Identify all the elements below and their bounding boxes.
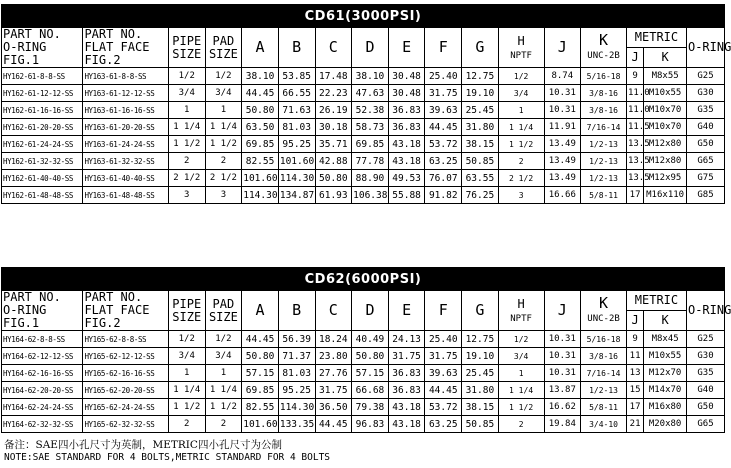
- cell-metric-j: 13.5: [626, 153, 643, 170]
- cell-f: 91.82: [425, 187, 462, 204]
- cell-metric-j: 13: [626, 365, 643, 382]
- cell-g: 12.75: [462, 68, 499, 85]
- cell-j: 13.49: [544, 136, 581, 153]
- cell-k-unc: 3/8-16: [581, 102, 627, 119]
- cell-pad-size: 2: [205, 153, 242, 170]
- cell-part-no-flat-face: HY165-62-8-8-SS: [83, 331, 169, 348]
- cell-pad-size: 3/4: [205, 348, 242, 365]
- table-row: [2, 331, 725, 348]
- cell-a: 50.80: [242, 348, 279, 365]
- cell-oring: G65: [686, 153, 724, 170]
- cell-g: 63.55: [462, 170, 499, 187]
- cell-part-no-flat-face: HY165-62-20-20-SS: [83, 382, 169, 399]
- cell-oring: G65: [686, 416, 724, 433]
- header-metric-k: K: [644, 48, 687, 68]
- cell-e: 36.83: [388, 365, 425, 382]
- cell-c: 35.71: [315, 136, 352, 153]
- table-row: [2, 416, 725, 433]
- cell-e: 43.18: [388, 136, 425, 153]
- cell-part-no-flat-face: HY163-61-16-16-SS: [83, 102, 169, 119]
- cell-b: 95.25: [278, 136, 315, 153]
- cell-pipe-size: 1 1/4: [168, 119, 205, 136]
- cell-metric-j: 17: [626, 399, 643, 416]
- cd62-body: [2, 331, 725, 433]
- header-part-no-oring: PART NO. O-RING FIG.1: [2, 291, 83, 331]
- cell-c: 27.76: [315, 365, 352, 382]
- cell-pad-size: 2 1/2: [205, 170, 242, 187]
- header-b: B: [278, 28, 315, 68]
- cell-a: 44.45: [242, 331, 279, 348]
- header-pad-size: PAD SIZE: [205, 28, 242, 68]
- cell-pad-size: 1: [205, 102, 242, 119]
- cell-j: 16.62: [544, 399, 581, 416]
- cell-f: 31.75: [425, 85, 462, 102]
- header-oring: O-RING: [686, 291, 724, 331]
- table-row: [2, 382, 725, 399]
- cd61-body: [2, 68, 725, 204]
- header-b: B: [278, 291, 315, 331]
- cell-pad-size: 1 1/2: [205, 136, 242, 153]
- cell-pad-size: 1 1/4: [205, 119, 242, 136]
- cell-pipe-size: 1 1/2: [168, 136, 205, 153]
- cell-pipe-size: 1: [168, 102, 205, 119]
- cell-g: 50.85: [462, 153, 499, 170]
- cell-g: 38.15: [462, 399, 499, 416]
- cell-pipe-size: 2: [168, 416, 205, 433]
- cell-b: 101.60: [278, 153, 315, 170]
- cell-c: 44.45: [315, 416, 352, 433]
- cell-pipe-size: 1 1/2: [168, 399, 205, 416]
- cell-pipe-size: 1 1/4: [168, 382, 205, 399]
- cell-g: 19.10: [462, 85, 499, 102]
- cell-c: 36.50: [315, 399, 352, 416]
- cell-d: 40.49: [352, 331, 389, 348]
- cell-a: 50.80: [242, 102, 279, 119]
- cell-part-no-oring: HY162-61-16-16-SS: [2, 102, 83, 119]
- header-a: A: [242, 28, 279, 68]
- note-chinese: 备注：SAE四小孔尺寸为英制，METRIC四小孔尺寸为公制: [4, 439, 282, 451]
- cell-k-unc: 5/16-18: [581, 68, 627, 85]
- cell-oring: G30: [686, 348, 724, 365]
- cell-g: 25.45: [462, 102, 499, 119]
- cell-part-no-flat-face: HY165-62-24-24-SS: [83, 399, 169, 416]
- header-c: C: [315, 28, 352, 68]
- cd61-table: [1, 4, 731, 204]
- cell-e: 43.18: [388, 153, 425, 170]
- cell-j: 16.66: [544, 187, 581, 204]
- cell-d: 47.63: [352, 85, 389, 102]
- cell-d: 88.90: [352, 170, 389, 187]
- cell-part-no-oring: HY162-61-12-12-SS: [2, 85, 83, 102]
- cell-h-nptf: 1: [498, 102, 544, 119]
- cell-j: 13.87: [544, 382, 581, 399]
- table-row: [2, 348, 725, 365]
- cell-e: 49.53: [388, 170, 425, 187]
- header-a: A: [242, 291, 279, 331]
- cell-k-unc: 1/2-13: [581, 170, 627, 187]
- cell-c: 30.18: [315, 119, 352, 136]
- cell-metric-k: M16x110: [644, 187, 687, 204]
- cell-a: 82.55: [242, 399, 279, 416]
- cell-b: 114.30: [278, 170, 315, 187]
- cell-a: 38.10: [242, 68, 279, 85]
- cell-j: 11.91: [544, 119, 581, 136]
- cell-h-nptf: 1 1/2: [498, 136, 544, 153]
- cell-a: 114.30: [242, 187, 279, 204]
- cell-a: 101.60: [242, 170, 279, 187]
- cell-part-no-oring: HY164-62-20-20-SS: [2, 382, 83, 399]
- cell-oring: G30: [686, 85, 724, 102]
- cell-j: 19.84: [544, 416, 581, 433]
- cell-part-no-oring: HY164-62-16-16-SS: [2, 365, 83, 382]
- cell-a: 101.60: [242, 416, 279, 433]
- cell-f: 31.75: [425, 348, 462, 365]
- cell-oring: G40: [686, 382, 724, 399]
- cell-part-no-flat-face: HY163-61-40-40-SS: [83, 170, 169, 187]
- cell-c: 61.93: [315, 187, 352, 204]
- cell-e: 30.48: [388, 68, 425, 85]
- table-row: [2, 187, 725, 204]
- header-part-no-oring: PART NO. O-RING FIG.1: [2, 28, 83, 68]
- cell-part-no-oring: HY164-62-24-24-SS: [2, 399, 83, 416]
- cell-part-no-flat-face: HY163-61-24-24-SS: [83, 136, 169, 153]
- header-g: G: [462, 291, 499, 331]
- cell-f: 44.45: [425, 382, 462, 399]
- cell-k-unc: 3/8-16: [581, 85, 627, 102]
- cell-d: 79.38: [352, 399, 389, 416]
- cell-b: 134.87: [278, 187, 315, 204]
- cell-metric-k: M12x70: [644, 365, 687, 382]
- cell-metric-k: M12x80: [644, 136, 687, 153]
- cell-a: 82.55: [242, 153, 279, 170]
- cell-pad-size: 1 1/4: [205, 382, 242, 399]
- cell-a: 57.15: [242, 365, 279, 382]
- cell-k-unc: 5/8-11: [581, 187, 627, 204]
- header-d: D: [352, 291, 389, 331]
- header-f: F: [425, 28, 462, 68]
- cell-e: 43.18: [388, 416, 425, 433]
- cell-pad-size: 2: [205, 416, 242, 433]
- cell-a: 69.85: [242, 382, 279, 399]
- cell-j: 10.31: [544, 85, 581, 102]
- header-j: J: [544, 291, 581, 331]
- cell-j: 10.31: [544, 348, 581, 365]
- cell-metric-k: M20x80: [644, 416, 687, 433]
- cell-g: 38.15: [462, 136, 499, 153]
- cell-metric-k: M10x70: [644, 102, 687, 119]
- cell-metric-j: 21: [626, 416, 643, 433]
- cell-metric-k: M10x70: [644, 119, 687, 136]
- cell-b: 56.39: [278, 331, 315, 348]
- cell-part-no-oring: HY162-61-20-20-SS: [2, 119, 83, 136]
- header-oring: O-RING: [686, 28, 724, 68]
- cell-h-nptf: 1/2: [498, 331, 544, 348]
- cell-c: 42.88: [315, 153, 352, 170]
- cell-pad-size: 1: [205, 365, 242, 382]
- cell-f: 44.45: [425, 119, 462, 136]
- cell-part-no-flat-face: HY163-61-32-32-SS: [83, 153, 169, 170]
- cell-d: 106.38: [352, 187, 389, 204]
- cell-b: 71.63: [278, 102, 315, 119]
- table-row: [2, 102, 725, 119]
- table-row: [2, 399, 725, 416]
- cell-h-nptf: 1 1/2: [498, 399, 544, 416]
- header-c: C: [315, 291, 352, 331]
- header-h-nptf: H NPTF: [498, 28, 544, 68]
- cell-e: 36.83: [388, 102, 425, 119]
- cell-e: 36.83: [388, 119, 425, 136]
- cell-pipe-size: 3: [168, 187, 205, 204]
- cell-b: 66.55: [278, 85, 315, 102]
- cell-part-no-flat-face: HY163-61-48-48-SS: [83, 187, 169, 204]
- cd61-header-row: [2, 28, 725, 48]
- cell-metric-k: M16x80: [644, 399, 687, 416]
- cell-e: 30.48: [388, 85, 425, 102]
- table-row: [2, 119, 725, 136]
- header-g: G: [462, 28, 499, 68]
- header-k-unc: K UNC-2B: [581, 291, 627, 331]
- cell-part-no-oring: HY162-61-32-32-SS: [2, 153, 83, 170]
- cell-f: 25.40: [425, 68, 462, 85]
- cell-b: 114.30: [278, 399, 315, 416]
- cell-c: 17.48: [315, 68, 352, 85]
- cell-metric-k: M10x55: [644, 85, 687, 102]
- cell-f: 63.25: [425, 153, 462, 170]
- cell-oring: G35: [686, 102, 724, 119]
- cell-part-no-flat-face: HY163-61-12-12-SS: [83, 85, 169, 102]
- cell-metric-j: 11.0: [626, 85, 643, 102]
- table-row: [2, 365, 725, 382]
- cell-j: 13.49: [544, 153, 581, 170]
- header-f: F: [425, 291, 462, 331]
- cell-b: 95.25: [278, 382, 315, 399]
- cell-g: 31.80: [462, 382, 499, 399]
- cell-metric-k: M10x55: [644, 348, 687, 365]
- cell-oring: G25: [686, 331, 724, 348]
- cell-metric-k: M8x55: [644, 68, 687, 85]
- cell-metric-j: 11.5: [626, 119, 643, 136]
- header-j: J: [544, 28, 581, 68]
- cd62-title: CD62(6000PSI): [2, 268, 725, 291]
- cell-part-no-oring: HY162-61-48-48-SS: [2, 187, 83, 204]
- cell-metric-j: 11: [626, 348, 643, 365]
- table-row: [2, 136, 725, 153]
- cell-oring: G75: [686, 170, 724, 187]
- cell-h-nptf: 2: [498, 153, 544, 170]
- cell-e: 36.83: [388, 382, 425, 399]
- cell-part-no-oring: HY162-61-24-24-SS: [2, 136, 83, 153]
- cell-oring: G35: [686, 365, 724, 382]
- cell-pipe-size: 2 1/2: [168, 170, 205, 187]
- cell-oring: G85: [686, 187, 724, 204]
- table-row: [2, 170, 725, 187]
- cell-g: 31.80: [462, 119, 499, 136]
- cell-pad-size: 1 1/2: [205, 399, 242, 416]
- cell-metric-k: M12x80: [644, 153, 687, 170]
- cell-pipe-size: 1: [168, 365, 205, 382]
- cell-e: 43.18: [388, 399, 425, 416]
- cell-pad-size: 3/4: [205, 85, 242, 102]
- cell-e: 24.13: [388, 331, 425, 348]
- cell-oring: G50: [686, 399, 724, 416]
- cell-a: 44.45: [242, 85, 279, 102]
- cell-pipe-size: 1/2: [168, 68, 205, 85]
- cell-d: 96.83: [352, 416, 389, 433]
- header-d: D: [352, 28, 389, 68]
- cell-metric-j: 13.5: [626, 170, 643, 187]
- cell-b: 71.37: [278, 348, 315, 365]
- cell-g: 25.45: [462, 365, 499, 382]
- cell-metric-j: 9: [626, 331, 643, 348]
- cell-d: 57.15: [352, 365, 389, 382]
- cell-pipe-size: 1/2: [168, 331, 205, 348]
- header-h-nptf: H NPTF: [498, 291, 544, 331]
- cell-part-no-flat-face: HY163-61-8-8-SS: [83, 68, 169, 85]
- header-metric-j: J: [626, 48, 643, 68]
- cell-k-unc: 5/16-18: [581, 331, 627, 348]
- cell-c: 26.19: [315, 102, 352, 119]
- header-metric: METRIC: [626, 291, 686, 311]
- cell-k-unc: 1/2-13: [581, 136, 627, 153]
- cell-c: 31.75: [315, 382, 352, 399]
- cell-pipe-size: 3/4: [168, 348, 205, 365]
- cell-g: 50.85: [462, 416, 499, 433]
- table-row: [2, 153, 725, 170]
- cell-h-nptf: 1 1/4: [498, 119, 544, 136]
- header-part-no-flat-face: PART NO. FLAT FACE FIG.2: [83, 28, 169, 68]
- note-english: NOTE:SAE STANDARD FOR 4 BOLTS,METRIC STANDARD FOR 4 BOLTS: [4, 452, 331, 463]
- header-pipe-size: PIPE SIZE: [168, 291, 205, 331]
- cell-d: 50.80: [352, 348, 389, 365]
- cell-j: 10.31: [544, 365, 581, 382]
- cell-k-unc: 1/2-13: [581, 153, 627, 170]
- cell-metric-j: 13.5: [626, 136, 643, 153]
- cell-e: 55.88: [388, 187, 425, 204]
- cell-c: 22.23: [315, 85, 352, 102]
- cell-f: 76.07: [425, 170, 462, 187]
- cell-d: 66.68: [352, 382, 389, 399]
- cell-part-no-flat-face: HY165-62-16-16-SS: [83, 365, 169, 382]
- cell-pad-size: 1/2: [205, 331, 242, 348]
- cell-pipe-size: 3/4: [168, 85, 205, 102]
- cell-f: 63.25: [425, 416, 462, 433]
- cell-k-unc: 7/16-14: [581, 365, 627, 382]
- cell-c: 23.80: [315, 348, 352, 365]
- cell-k-unc: 3/4-10: [581, 416, 627, 433]
- cell-oring: G25: [686, 68, 724, 85]
- cell-k-unc: 7/16-14: [581, 119, 627, 136]
- cell-metric-k: M12x95: [644, 170, 687, 187]
- cd62-table: [1, 267, 731, 433]
- cell-pipe-size: 2: [168, 153, 205, 170]
- cell-metric-j: 9: [626, 68, 643, 85]
- cell-d: 58.73: [352, 119, 389, 136]
- cell-h-nptf: 1/2: [498, 68, 544, 85]
- cell-c: 18.24: [315, 331, 352, 348]
- cell-b: 133.35: [278, 416, 315, 433]
- cell-pad-size: 1/2: [205, 68, 242, 85]
- cell-metric-j: 15: [626, 382, 643, 399]
- header-part-no-flat-face: PART NO. FLAT FACE FIG.2: [83, 291, 169, 331]
- cell-h-nptf: 3/4: [498, 85, 544, 102]
- cell-h-nptf: 2 1/2: [498, 170, 544, 187]
- cell-h-nptf: 1: [498, 365, 544, 382]
- cell-metric-k: M8x45: [644, 331, 687, 348]
- cell-k-unc: 1/2-13: [581, 382, 627, 399]
- cell-j: 8.74: [544, 68, 581, 85]
- header-metric-j: J: [626, 311, 643, 331]
- cell-h-nptf: 3: [498, 187, 544, 204]
- cell-pad-size: 3: [205, 187, 242, 204]
- cell-part-no-oring: HY162-61-40-40-SS: [2, 170, 83, 187]
- cell-d: 77.78: [352, 153, 389, 170]
- cell-a: 63.50: [242, 119, 279, 136]
- cell-c: 50.80: [315, 170, 352, 187]
- cell-d: 52.38: [352, 102, 389, 119]
- cell-a: 69.85: [242, 136, 279, 153]
- cell-part-no-flat-face: HY165-62-12-12-SS: [83, 348, 169, 365]
- cd62-header-row: [2, 291, 725, 311]
- header-k-unc: K UNC-2B: [581, 28, 627, 68]
- cell-d: 38.10: [352, 68, 389, 85]
- header-e: E: [388, 291, 425, 331]
- cell-f: 53.72: [425, 399, 462, 416]
- cell-j: 13.49: [544, 170, 581, 187]
- cell-f: 39.63: [425, 102, 462, 119]
- cell-part-no-oring: HY164-62-12-12-SS: [2, 348, 83, 365]
- cell-part-no-oring: HY164-62-8-8-SS: [2, 331, 83, 348]
- cell-b: 53.85: [278, 68, 315, 85]
- cell-metric-j: 17: [626, 187, 643, 204]
- cd61-title: CD61(3000PSI): [2, 5, 725, 28]
- cell-metric-j: 11.0: [626, 102, 643, 119]
- cell-j: 10.31: [544, 331, 581, 348]
- cell-b: 81.03: [278, 119, 315, 136]
- cell-g: 12.75: [462, 331, 499, 348]
- cell-k-unc: 5/8-11: [581, 399, 627, 416]
- cell-part-no-flat-face: HY163-61-20-20-SS: [83, 119, 169, 136]
- table-row: [2, 85, 725, 102]
- cell-oring: G40: [686, 119, 724, 136]
- cell-h-nptf: 3/4: [498, 348, 544, 365]
- cell-g: 19.10: [462, 348, 499, 365]
- cell-f: 25.40: [425, 331, 462, 348]
- header-pipe-size: PIPE SIZE: [168, 28, 205, 68]
- table-row: [2, 68, 725, 85]
- header-metric-k: K: [644, 311, 687, 331]
- header-metric: METRIC: [626, 28, 686, 48]
- cell-part-no-flat-face: HY165-62-32-32-SS: [83, 416, 169, 433]
- cell-part-no-oring: HY162-61-8-8-SS: [2, 68, 83, 85]
- cell-j: 10.31: [544, 102, 581, 119]
- cell-metric-k: M14x70: [644, 382, 687, 399]
- cell-part-no-oring: HY164-62-32-32-SS: [2, 416, 83, 433]
- cell-e: 31.75: [388, 348, 425, 365]
- cell-f: 39.63: [425, 365, 462, 382]
- cell-oring: G50: [686, 136, 724, 153]
- cell-d: 69.85: [352, 136, 389, 153]
- cell-h-nptf: 2: [498, 416, 544, 433]
- cell-h-nptf: 1 1/4: [498, 382, 544, 399]
- cell-b: 81.03: [278, 365, 315, 382]
- cell-g: 76.25: [462, 187, 499, 204]
- cell-f: 53.72: [425, 136, 462, 153]
- cell-k-unc: 3/8-16: [581, 348, 627, 365]
- header-pad-size: PAD SIZE: [205, 291, 242, 331]
- header-e: E: [388, 28, 425, 68]
